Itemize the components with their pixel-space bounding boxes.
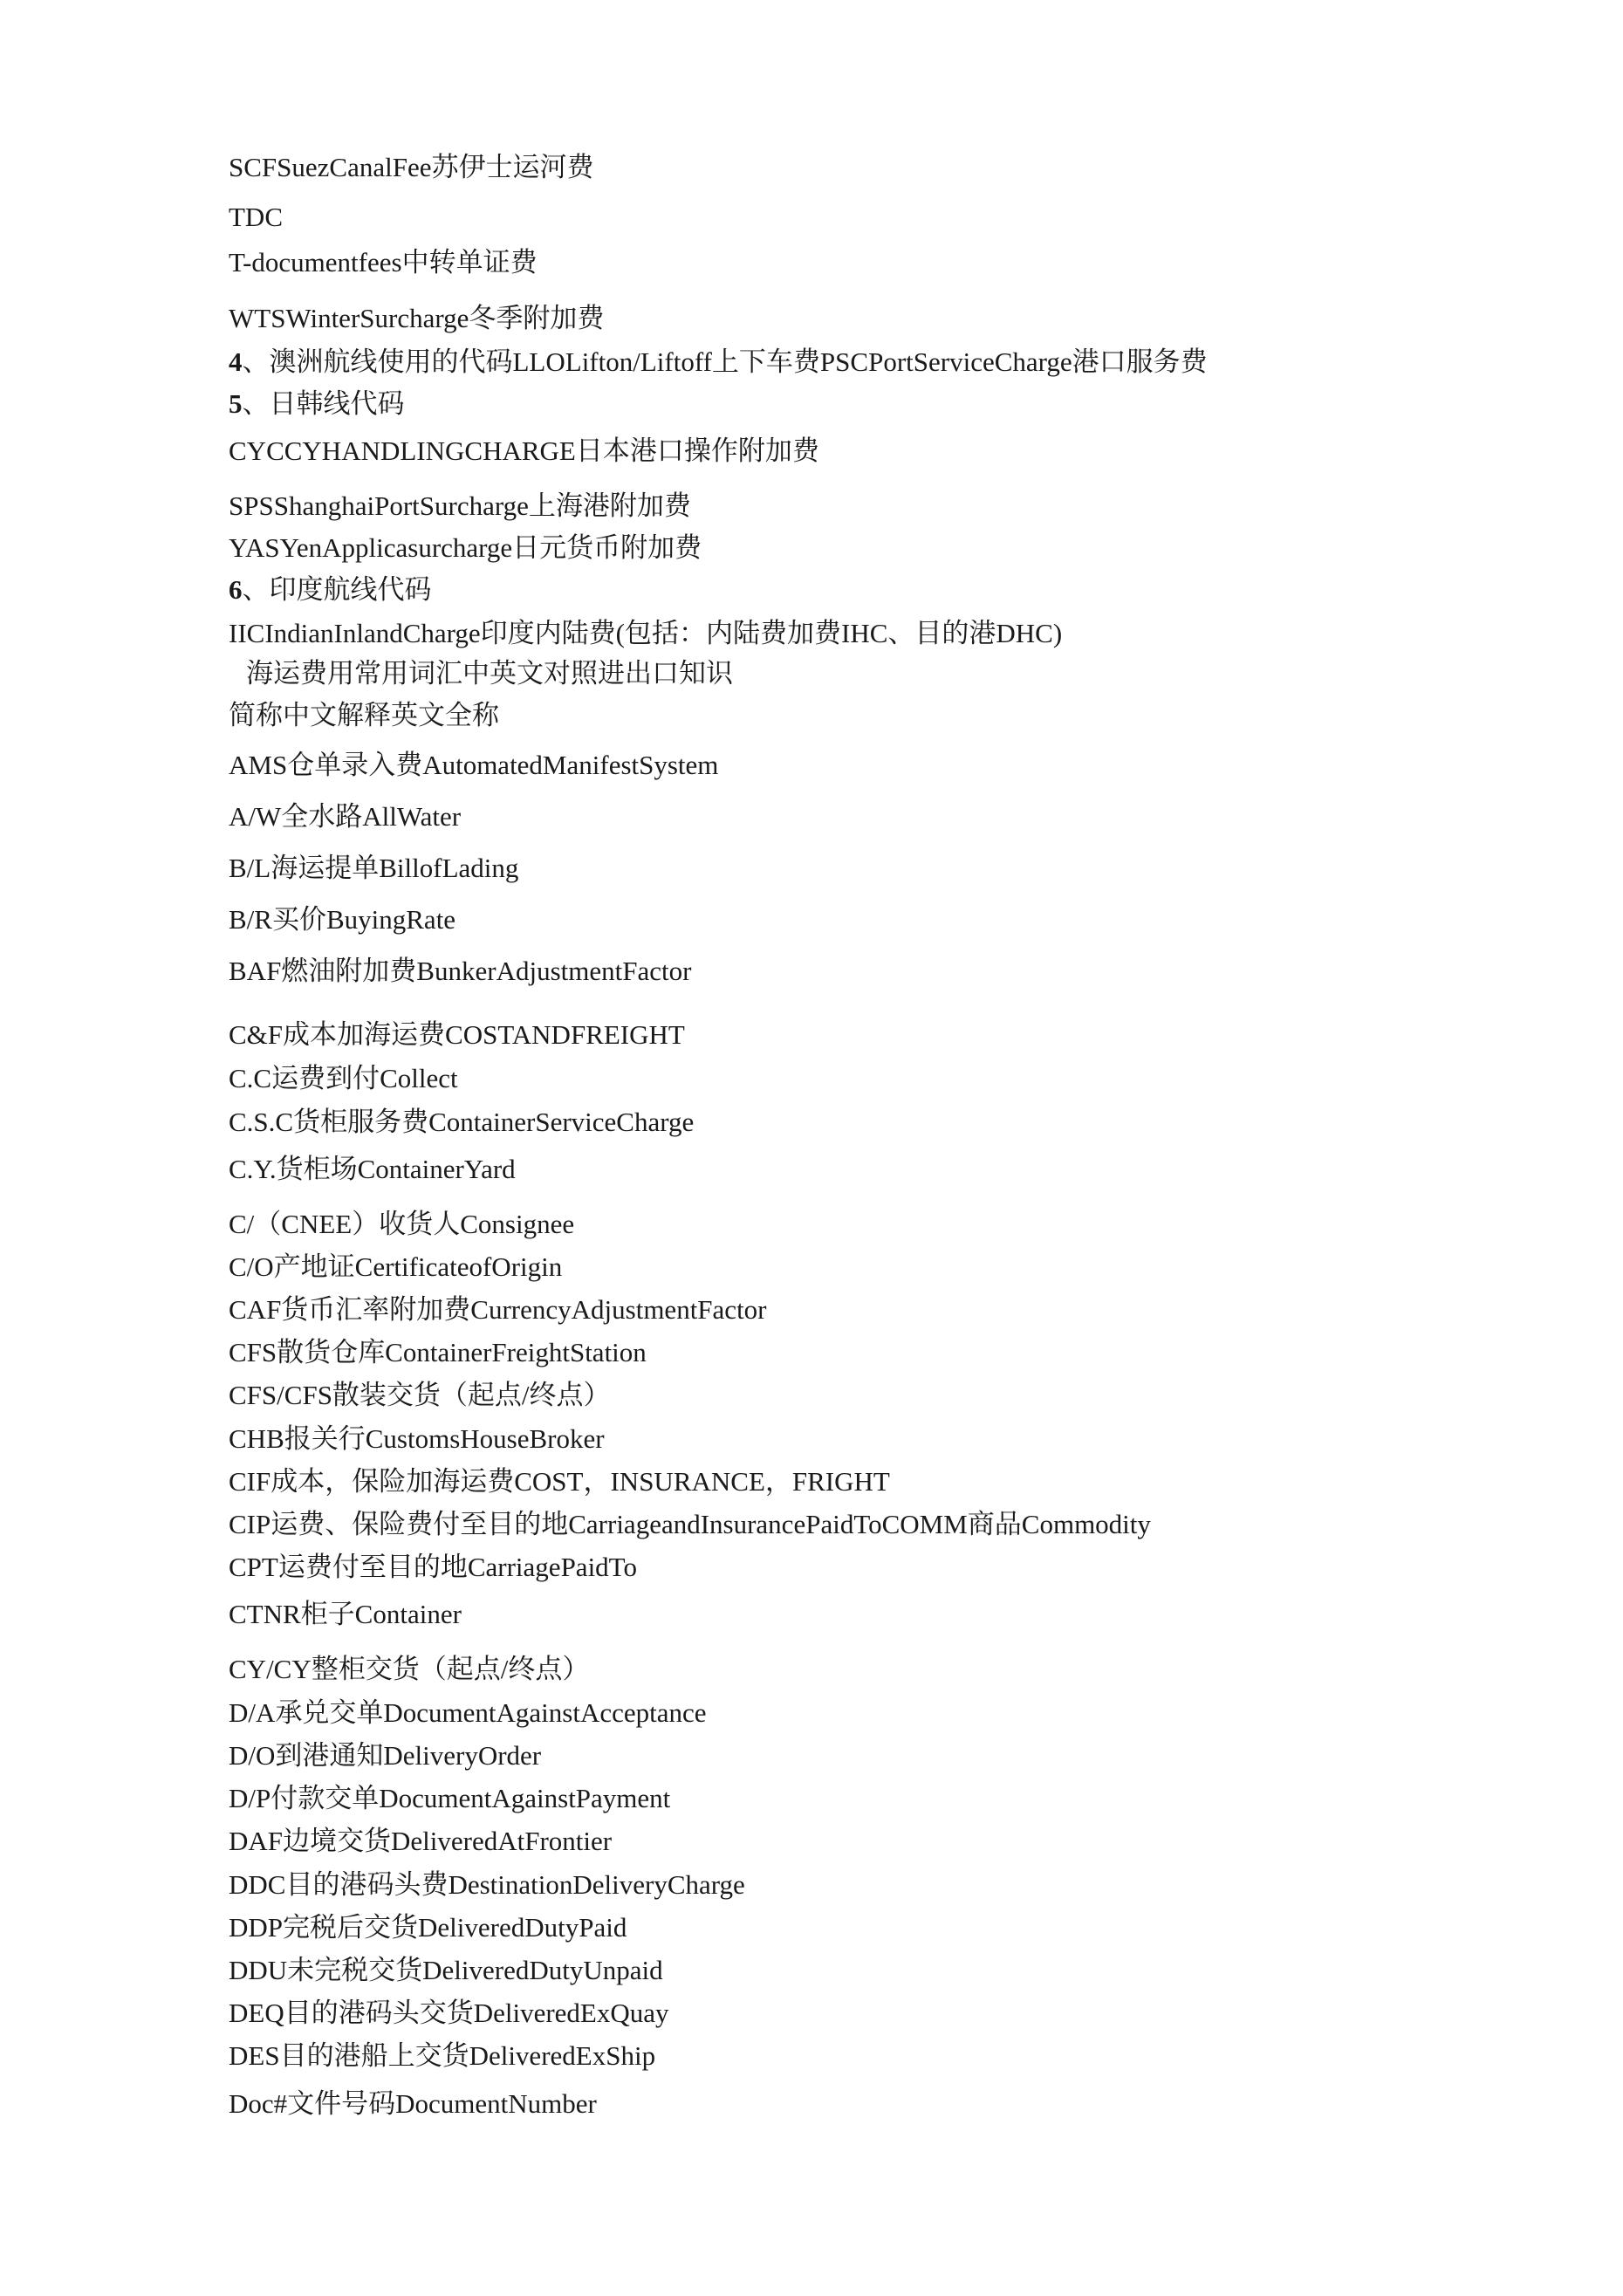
section-number: 4 [229,346,243,377]
text-line: C.C运费到付Collect [229,1063,458,1093]
text-line: BAF燃油附加费BunkerAdjustmentFactor [229,956,692,986]
text-line: DES目的港船上交货DeliveredExShip [229,2040,656,2071]
text-line: CHB报关行CustomsHouseBroker [229,1423,605,1454]
text-line: SCFSuezCanalFee苏伊士运河费 [229,152,594,182]
section-heading: 、印度航线代码 [242,574,432,605]
section-heading: 、日韩线代码 [242,388,405,419]
text-line: DDP完税后交货DeliveredDutyPaid [229,1912,627,1943]
text-line: DAF边境交货DeliveredAtFrontier [229,1826,613,1856]
text-line: D/P付款交单DocumentAgainstPayment [229,1783,671,1813]
text-line [229,387,405,422]
text-line: C/O产地证CertificateofOrigin [229,1251,563,1282]
text-line: CTNR柜子Container [229,1599,462,1629]
text-line: CPT运费付至目的地CarriagePaidTo [229,1552,637,1582]
text-line: B/L海运提单BillofLading [229,853,519,883]
text-line: C/（CNEE）收货人Consignee [229,1209,575,1239]
text-line: Doc#文件号码DocumentNumber [229,2088,597,2119]
text-line: DEQ目的港码头交货DeliveredExQuay [229,1998,669,2028]
text-line: WTSWinterSurcharge冬季附加费 [229,303,605,333]
text-line: C.Y.货柜场ContainerYard [229,1154,516,1184]
section-heading: 、澳洲航线使用的代码LLOLifton/Liftoff上下车费PSCPortServiceCharge港口服务费 [242,346,1208,377]
text-line: YASYenApplicasurcharge日元货币附加费 [229,532,702,563]
text-line: DDC目的港码头费DestinationDeliveryCharge [229,1869,745,1900]
text-line: CIP运费、保险费付至目的地CarriageandInsurancePaidToCOMM商品Commodity [229,1509,1151,1539]
text-line: C&F成本加海运费COSTANDFREIGHT [229,1019,685,1050]
text-line: IICIndianInlandCharge印度内陆费(包括：内陆费加费IHC、目的港DHC) [229,618,1063,648]
text-line: CY/CY整柜交货（起点/终点） [229,1654,590,1684]
text-line: CIF成本，保险加海运费COST，INSURANCE，FRIGHT [229,1466,890,1497]
text-line: B/R买价BuyingRate [229,904,456,935]
text-line [229,345,1208,380]
text-line: D/A承兑交单DocumentAgainstAcceptance [229,1697,707,1728]
text-line [229,572,432,607]
section-number: 5 [229,388,243,419]
text-line: CAF货币汇率附加费CurrencyAdjustmentFactor [229,1294,767,1325]
section-number: 6 [229,574,243,605]
text-line: CFS/CFS散装交货（起点/终点） [229,1380,611,1410]
text-line: DDU未完税交货DeliveredDutyUnpaid [229,1955,663,1985]
text-line: C.S.C货柜服务费ContainerServiceCharge [229,1107,695,1137]
text-line: A/W全水路AllWater [229,801,462,832]
text-line: AMS仓单录入费AutomatedManifestSystem [229,750,719,780]
text-line: TDC [229,202,283,232]
text-line: T-documentfees中转单证费 [229,247,538,278]
text-line: CFS散货仓库ContainerFreightStation [229,1337,647,1367]
text-line: D/O到港通知DeliveryOrder [229,1740,542,1771]
text-line: CYCCYHANDLINGCHARGE日本港口操作附加费 [229,435,819,466]
text-line: 简称中文解释英文全称 [229,700,499,730]
text-line: SPSShanghaiPortSurcharge上海港附加费 [229,490,691,521]
text-line: 海运费用常用词汇中英文对照进出口知识 [246,658,733,689]
